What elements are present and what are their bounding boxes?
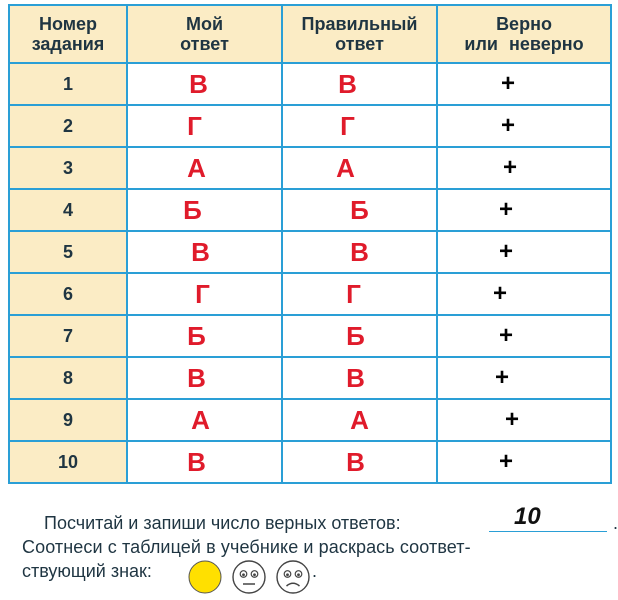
right-or-wrong-cell[interactable] (437, 231, 611, 273)
answer-count-field[interactable] (489, 531, 607, 532)
answer-count-value: 10 (514, 503, 541, 530)
correct-answer-cell[interactable] (282, 273, 437, 315)
correct-answer-cell[interactable] (282, 231, 437, 273)
task-line-2: Соотнеси с таблицей в учебнике и раскрась соответ- (22, 537, 471, 557)
my-answer-cell[interactable] (127, 441, 282, 483)
sad-face-icon[interactable] (275, 559, 311, 595)
task-number-cell: 6 (9, 273, 127, 315)
right-or-wrong-cell[interactable] (437, 189, 611, 231)
table-row (9, 63, 611, 105)
header-task-number: Номер задания (9, 5, 127, 63)
table-row (9, 357, 611, 399)
plus-mark: + (498, 238, 513, 265)
task-line-1-period: . (613, 513, 618, 533)
correct-answer-letter: В (346, 362, 365, 393)
task-number-cell: 3 (9, 147, 127, 189)
task-number-cell: 4 (9, 189, 127, 231)
table-row (9, 441, 611, 483)
my-answer-cell[interactable] (127, 147, 282, 189)
correct-answer-cell[interactable] (282, 147, 437, 189)
plus-mark: + (498, 196, 513, 223)
correct-answer-letter: Г (340, 110, 355, 141)
my-answer-cell[interactable] (127, 105, 282, 147)
header-correct-answer: Правильный ответ (282, 5, 437, 63)
correct-answer-cell[interactable] (282, 63, 437, 105)
my-answer-letter: Г (187, 110, 202, 141)
my-answer-cell[interactable] (127, 63, 282, 105)
correct-answer-cell[interactable] (282, 315, 437, 357)
right-or-wrong-cell[interactable] (437, 357, 611, 399)
plus-mark: + (500, 70, 515, 97)
task-line-3: ствующий знак: (22, 561, 152, 581)
correct-answer-letter: А (350, 404, 369, 435)
task-number-cell: 10 (9, 441, 127, 483)
plus-mark: + (498, 322, 513, 349)
correct-answer-letter: Г (346, 278, 361, 309)
task-instructions (22, 503, 618, 587)
correct-answer-cell[interactable] (282, 357, 437, 399)
answers-table (8, 4, 612, 484)
right-or-wrong-cell[interactable] (437, 399, 611, 441)
my-answer-letter: Б (183, 194, 202, 225)
my-answer-letter: А (191, 404, 210, 435)
table-header-row (9, 5, 611, 63)
my-answer-letter: В (191, 236, 210, 267)
my-answer-cell[interactable] (127, 231, 282, 273)
my-answer-cell[interactable] (127, 357, 282, 399)
right-or-wrong-cell[interactable] (437, 441, 611, 483)
my-answer-cell[interactable] (127, 399, 282, 441)
right-or-wrong-cell[interactable] (437, 315, 611, 357)
table-row (9, 399, 611, 441)
right-or-wrong-cell[interactable] (437, 273, 611, 315)
my-answer-cell[interactable] (127, 273, 282, 315)
my-answer-cell[interactable] (127, 315, 282, 357)
plus-mark: + (500, 112, 515, 139)
worksheet (8, 4, 618, 581)
table-row (9, 105, 611, 147)
task-number-cell: 5 (9, 231, 127, 273)
smiley-filled-yellow-icon[interactable] (187, 559, 223, 595)
table-row (9, 231, 611, 273)
my-answer-cell[interactable] (127, 189, 282, 231)
right-or-wrong-cell[interactable] (437, 63, 611, 105)
task-number-cell: 2 (9, 105, 127, 147)
table-row (9, 315, 611, 357)
correct-answer-letter: В (346, 446, 365, 477)
header-right-or-wrong: Верно или неверно (437, 5, 611, 63)
my-answer-letter: В (189, 68, 208, 99)
plus-mark: + (498, 448, 513, 475)
my-answer-letter: В (187, 446, 206, 477)
table-row (9, 147, 611, 189)
right-or-wrong-cell[interactable] (437, 147, 611, 189)
correct-answer-letter: Б (346, 320, 365, 351)
plus-mark: + (504, 406, 519, 433)
task-number-cell: 9 (9, 399, 127, 441)
correct-answer-cell[interactable] (282, 399, 437, 441)
task-number-cell: 8 (9, 357, 127, 399)
correct-answer-letter: В (350, 236, 369, 267)
correct-answer-cell[interactable] (282, 441, 437, 483)
correct-answer-letter: Б (350, 194, 369, 225)
task-line-1: Посчитай и запиши число верных ответов: (44, 513, 401, 533)
correct-answer-letter: В (338, 68, 357, 99)
header-my-answer: Мой ответ (127, 5, 282, 63)
task-line-3-period: . (312, 561, 318, 581)
plus-mark: + (494, 364, 509, 391)
plus-mark: + (502, 154, 517, 181)
neutral-face-icon[interactable] (231, 559, 267, 595)
my-answer-letter: Г (195, 278, 210, 309)
my-answer-letter: Б (187, 320, 206, 351)
table-row (9, 273, 611, 315)
my-answer-letter: В (187, 362, 206, 393)
correct-answer-cell[interactable] (282, 189, 437, 231)
correct-answer-letter: А (336, 152, 355, 183)
plus-mark: + (492, 280, 507, 307)
right-or-wrong-cell[interactable] (437, 105, 611, 147)
task-number-cell: 7 (9, 315, 127, 357)
task-number-cell: 1 (9, 63, 127, 105)
correct-answer-cell[interactable] (282, 105, 437, 147)
my-answer-letter: А (187, 152, 206, 183)
table-row (9, 189, 611, 231)
